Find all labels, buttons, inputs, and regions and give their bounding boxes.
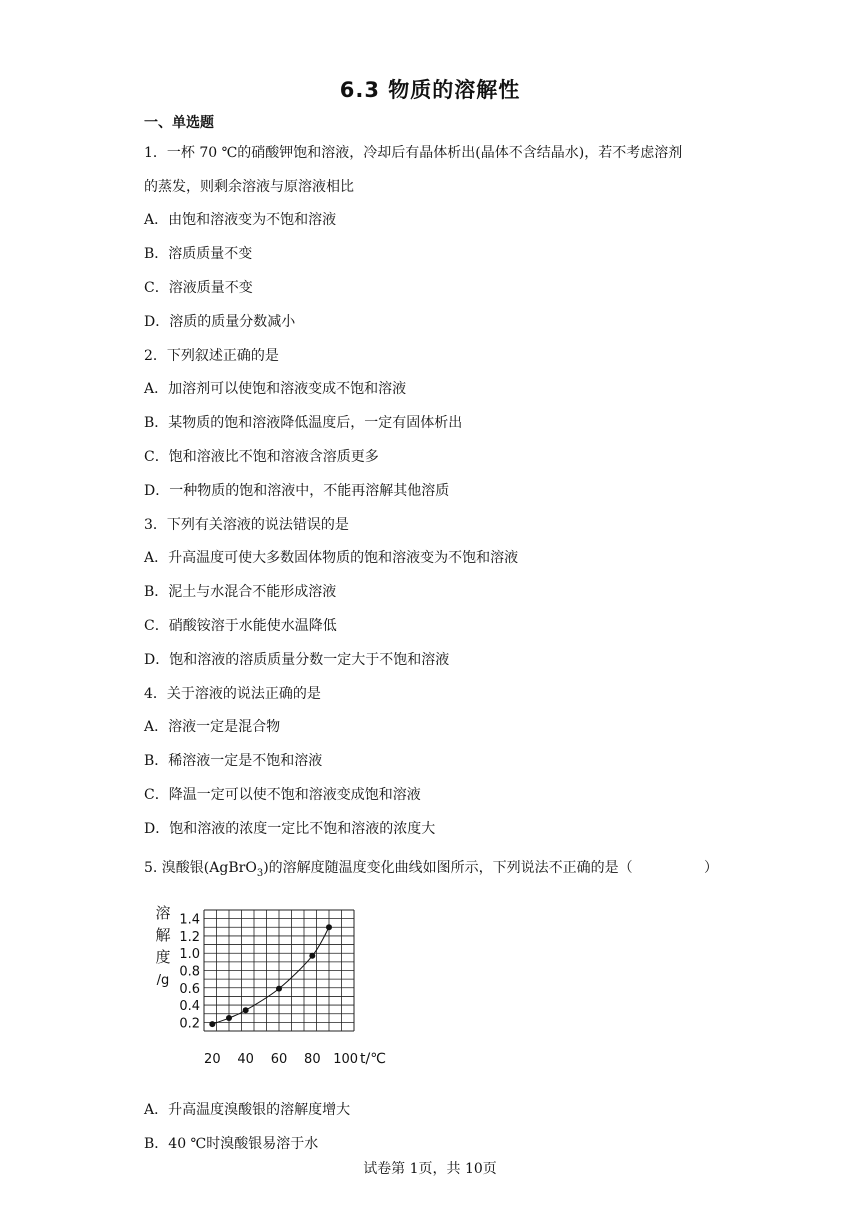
question-4-option-b: B．稀溶液一定是不饱和溶液: [144, 753, 323, 769]
question-2-option-a: A．加溶剂可以使饱和溶液变成不饱和溶液: [144, 381, 407, 397]
y-axis-label-char: /g: [156, 973, 170, 988]
x-tick-labels: [204, 1052, 358, 1067]
question-2-option-c: C．饱和溶液比不饱和溶液含溶质更多: [144, 449, 379, 465]
y-axis-label-char: 度: [155, 948, 171, 966]
question-1-option-b: B．溶质质量不变: [144, 246, 253, 262]
y-tick-label: 1.4: [179, 912, 200, 928]
question-5-stem-pre: 5. 溴酸银(AgBrO: [144, 860, 257, 876]
y-tick-label: 1.0: [179, 947, 200, 963]
y-tick-label: 0.2: [179, 1016, 200, 1032]
x-tick-label: 20: [204, 1052, 221, 1067]
question-1-stem: 1．一杯 70 ℃的硝酸钾饱和溶液，冷却后有晶体析出(晶体不含结晶水)，若不考虑溶剂: [144, 145, 683, 161]
question-4-option-a: A．溶液一定是混合物: [144, 719, 281, 735]
question-2-option-d: D．一种物质的饱和溶液中，不能再溶解其他溶质: [144, 483, 450, 499]
question-3-stem: 3．下列有关溶液的说法错误的是: [144, 517, 349, 533]
question-3-option-c: C．硝酸铵溶于水能使水温降低: [144, 618, 337, 634]
question-2-option-b: B．某物质的饱和溶液降低温度后，一定有固体析出: [144, 415, 463, 431]
section-heading: 一、单选题: [144, 115, 214, 131]
question-5-option-b: B．40 ℃时溴酸银易溶于水: [144, 1136, 319, 1152]
data-point: [226, 1015, 232, 1021]
y-tick-label: 0.4: [179, 999, 200, 1015]
y-tick-labels: [179, 913, 200, 1032]
question-5-stem-sub: 3: [256, 867, 264, 879]
y-axis-label-char: 解: [155, 926, 171, 944]
question-5-option-a: A．升高温度溴酸银的溶解度增大: [144, 1102, 351, 1118]
question-1-stem-cont: 的蒸发，则剩余溶液与原溶液相比: [144, 179, 354, 195]
x-tick-label: 100: [333, 1052, 359, 1067]
question-2-stem: 2．下列叙述正确的是: [144, 348, 279, 364]
question-3-option-a: A．升高温度可使大多数固体物质的饱和溶液变为不饱和溶液: [144, 550, 519, 566]
question-4-option-d: D．饱和溶液的浓度一定比不饱和溶液的浓度大: [144, 821, 436, 837]
solubility-chart: [150, 898, 390, 1078]
x-axis-label: t/℃: [360, 1051, 386, 1067]
data-point: [309, 953, 315, 959]
y-axis-label: [155, 904, 170, 988]
y-tick-label: 0.8: [179, 964, 200, 980]
data-point: [326, 924, 332, 930]
page-title: 6.3 物质的溶解性: [339, 78, 521, 102]
x-tick-label: 40: [237, 1052, 254, 1067]
x-tick-label: 60: [270, 1052, 288, 1067]
y-tick-label: 1.2: [179, 929, 200, 945]
question-4-stem: 4．关于溶液的说法正确的是: [144, 686, 321, 702]
data-point: [209, 1021, 215, 1027]
solubility-curve: [212, 927, 329, 1024]
question-3-option-d: D．饱和溶液的溶质质量分数一定大于不饱和溶液: [144, 652, 450, 668]
y-tick-label: 0.6: [179, 981, 200, 997]
page-footer: 试卷第 1页，共 10页: [363, 1161, 497, 1177]
question-4-option-c: C．降温一定可以使不饱和溶液变成饱和溶液: [144, 787, 421, 803]
question-5-stem-end: ）: [704, 860, 718, 876]
x-tick-label: 80: [304, 1052, 321, 1067]
question-5-stem: [144, 857, 718, 879]
question-1-option-d: D．溶质的质量分数减小: [144, 314, 296, 330]
data-points: [209, 924, 332, 1027]
question-1-option-c: C．溶液质量不变: [144, 280, 253, 296]
data-point: [243, 1007, 249, 1013]
question-1-option-a: A．由饱和溶液变为不饱和溶液: [144, 212, 337, 228]
question-5-stem-post: )的溶解度随温度变化曲线如图所示，下列说法不正确的是（: [263, 860, 633, 876]
y-axis-label-char: 溶: [155, 904, 171, 922]
question-3-option-b: B．泥土与水混合不能形成溶液: [144, 584, 337, 600]
data-point: [276, 986, 282, 992]
